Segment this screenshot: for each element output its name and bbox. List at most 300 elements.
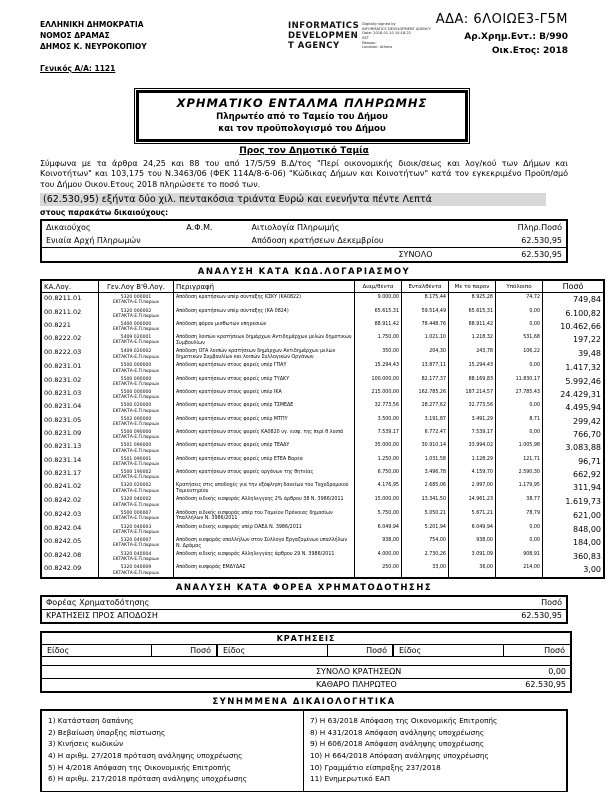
attachment-item: 8) Η 431/2018 Απόφαση ανάληψης υποχρέωσης [310,727,485,737]
row-description: Απόδοση ΟΓΑ λοιπών κρατήσεων δημάρχων Αντιδημάρχων μελών δημοτικών Συμβουλίων και λοιπών Συλλογικών Οργάνων [174,347,355,361]
ledger-number: 5501 090001 [120,456,152,462]
remaining-value: 0,00 [496,320,543,333]
row-description: Κρατήσεις στις αποδοχές για την εξόφληση δανείων του Ταχυδρομικού Ταμιευτηρίου [174,481,355,495]
row-description: Απόδοση ειδικής εισφοράς Αλληλεγγύης 2% άρθρου 38 Ν. 3986/2011 [174,495,355,508]
row-amount: 621,00 [543,509,605,523]
formed-value: 65.615,31 [355,307,402,320]
ledger-number: 5500 000000 [120,376,152,382]
row-description: Απόδοση εισφοράς ΕΜΔΥΔΑΣ [174,563,355,577]
attachments-box [40,709,568,792]
stamp-sig-line: Digitally signed by [362,22,396,26]
remaining-value: 214,00 [496,563,543,577]
remaining-value: 11.830,17 [496,375,543,388]
col-header-deduction-kind: Είδος [218,645,328,657]
deductions-title: ΚΡΑΤΗΣΕΙΣ [42,633,570,645]
col-header-ledger: Γεν.Λογ Β'θ.Λογ. [99,280,174,293]
col-header-deduction-amount: Ποσό [504,645,570,657]
ledger-code [99,536,174,550]
analysis-row [41,388,604,401]
with-current-value: 88.169,83 [449,375,496,388]
account-code: 00.8221 [44,320,71,329]
ledger-code [99,401,174,414]
ledger-number: 5320 020002 [120,483,152,489]
analysis-row [41,401,604,414]
remaining-value: 0,00 [496,401,543,414]
ledger-code [99,428,174,441]
remaining-value: 106,22 [496,347,543,361]
col-header-account-code: ΚΑ.Λογ. [41,280,99,293]
row-description: Απόδοση φόρου μισθωτών υπηρεσιών [174,320,355,333]
with-current-value: 8.925,28 [449,293,496,307]
remaining-value: 0,00 [496,307,543,320]
analysis-row [41,536,604,550]
funding-amount: 62.530,95 [521,611,562,621]
stamp-sig-line: Reason: [362,40,377,45]
row-amount: 3.083,88 [543,441,605,454]
account-code: 00.8211.02 [44,307,82,316]
row-amount: 6.100,82 [543,307,605,320]
attachment-item: 10) Γραμμάτιο είσπραξης 237/2018 [310,762,441,772]
with-current-value: 15.294,43 [449,361,496,374]
analysis-row [41,293,604,307]
row-amount: 299,42 [543,415,605,428]
remaining-value: 38,77 [496,495,543,508]
remaining-value: 1.005,98 [496,441,543,454]
remaining-value: 78,79 [496,509,543,523]
formed-value: 6.750,00 [355,468,402,481]
account-code: 00.8231.14 [44,455,82,464]
ordered-value: 5.201,94 [402,523,449,536]
beneficiary-header-row [41,220,567,234]
formed-value: 4.000,00 [355,550,402,563]
attachment-item: 3) Κινήσεις κωδικών [48,739,124,749]
ledger-number: 5320 000001 [120,295,152,301]
row-amount: 184,00 [543,536,605,550]
total-label: ΣΥΝΟΛΟ [248,248,463,263]
document-subtitle: Πληρωτέο από το Ταμείο του Δήμου [216,112,388,122]
account-code: 00.8222.02 [44,334,82,343]
ledger-code [99,550,174,563]
deductions-total-row [42,665,570,678]
remaining-value: 0,00 [496,361,543,374]
col-header-reason: Αιτιολογία Πληρωμής [251,223,340,233]
ledger-code [99,563,174,577]
net-payable-label: ΚΑΘΑΡΟ ΠΛΗΡΩΤΕΟ [316,680,397,690]
attachment-item: 2) Βεβαίωση ύπαρξης πίστωσης [48,727,166,737]
ledger-sub-label: ΕΚΤΑΚΤΑ-Ε.Π.παριων [112,530,160,536]
ledger-sub-label: ΕΚΤΑΚΤΑ-Ε.Π.παριων [112,300,160,306]
row-amount: 311,94 [543,481,605,495]
remaining-value: 0,00 [496,536,543,550]
analysis-row [41,481,604,495]
analysis-row [41,468,604,481]
account-code: 00.8242.05 [44,537,82,546]
ledger-number: 5320 040009 [120,565,152,571]
ledger-number: 5500 000000 [120,363,152,369]
ledger-sub-label: ΕΚΤΑΚΤΑ-Ε.Π.παριων [112,543,160,549]
beneficiary-total-row [41,248,567,263]
ordered-value: 3.191,87 [402,415,449,428]
account-code: 00.8231.09 [44,428,82,437]
payment-reason: Απόδοση κρατήσεων Δεκεμβρίου [251,236,384,246]
ordered-value: 2.685,06 [402,481,449,495]
formed-value: 100.000,00 [355,375,402,388]
document-number: Αρ.Χρημ.Εντ.: Β/990 [464,32,568,42]
account-code: 00.8231.05 [44,415,82,424]
col-header-ordered: Ενταλθέντα [402,280,449,293]
authority-line: ΝΟΜΟΣ ΔΡΑΜΑΣ [40,30,110,40]
analysis-row [41,509,604,523]
ordered-value: 59.514,49 [402,307,449,320]
beneficiaries-intro: στους παρακάτω δικαιούχους: [40,208,169,218]
attachments-left-column [42,711,304,791]
document-title-box [136,90,468,142]
remaining-value: 908,91 [496,550,543,563]
with-current-value: 5.671,21 [449,509,496,523]
ledger-number: 5500 190002 [120,470,152,476]
with-current-value: 938,00 [449,536,496,550]
account-code: 00.8231.04 [44,402,82,411]
analysis-row [41,320,604,333]
ledger-code [99,441,174,454]
formed-value: 7.539,17 [355,428,402,441]
ledger-code [99,455,174,468]
net-payable-row [42,678,570,691]
ledger-sub-label: ΕΚΤΑΚΤΑ-Ε.Π.παριων [112,448,160,454]
row-description: Απόδοση κρατήσεων στους φορείς οργάνων της θητείας [174,468,355,481]
ledger-number: 5320 000002 [120,308,152,314]
with-current-value: 1.128,29 [449,455,496,468]
ledger-code [99,347,174,361]
with-current-value: 88.911,42 [449,320,496,333]
header-reference-block [436,12,568,58]
account-code: 00.8231.01 [44,362,82,371]
ledger-code [99,293,174,307]
ledger-sub-label: ΕΚΤΑΚΤΑ-Ε.Π.παριων [112,502,160,508]
ledger-code [99,333,174,347]
attachments-right-column [304,711,566,791]
with-current-value: 32.773,56 [449,401,496,414]
ledger-sub-label: ΕΚΤΑΚΤΑ-Ε.Π.παριων [112,557,160,563]
account-code: 00.8242.03 [44,509,82,518]
row-amount: 3,00 [543,563,605,577]
account-code: 00.8231.03 [44,388,82,397]
ledger-code [99,468,174,481]
deductions-total-label: ΣΥΝΟΛΟ ΚΡΑΤΗΣΕΩΝ [316,667,402,677]
formed-value: 6.049,94 [355,523,402,536]
deductions-total-value: 0,00 [548,667,566,677]
row-amount: 766,70 [543,428,605,441]
ledger-sub-label: ΕΚΤΑΚΤΑ-Ε.Π.παριων [112,570,160,576]
remaining-value: 8,71 [496,415,543,428]
beneficiary-name: Ενιαία Αρχή Πληρωμών [46,236,141,246]
stamp-sig-line: Location: Athens [362,45,393,50]
with-current-value: 33.994,02 [449,441,496,454]
with-current-value: 1.218,32 [449,333,496,347]
analysis-row [41,428,604,441]
deductions-header-pair [394,645,570,657]
ledger-code [99,523,174,536]
account-code: 00.8241.02 [44,482,82,491]
row-description: Απόδοση κρατήσεων υπέρ σύνταξης ΚΣΚΥ (ΚΑ0822) [174,293,355,307]
ledger-code [99,388,174,401]
ordered-value: 78.448,76 [402,320,449,333]
col-header-amount: Πληρ.Ποσό [517,223,562,233]
attachment-item: 10) Η 664/2018 Απόφαση ανάληψης υποχρέωσης [310,750,489,760]
with-current-value: 3.091,09 [449,550,496,563]
with-current-value: 36,00 [449,563,496,577]
ledger-code [99,320,174,333]
ordered-value: 13.341,50 [402,495,449,508]
analysis-row [41,563,604,577]
stamp-sig-line: Date: 2018.01.10 10:18:22 [362,31,412,36]
formed-value: 35.000,00 [355,441,402,454]
remaining-value: 0,00 [496,523,543,536]
account-analysis-table [40,279,605,579]
col-header-remaining: Υπόλοιπο [496,280,543,293]
account-code: 00.8242.04 [44,523,82,532]
formed-value: 938,00 [355,536,402,550]
addressee-line: Προς τον Δημοτικό Ταμία [239,146,369,156]
ordered-value: 8.175,44 [402,293,449,307]
ordered-value: 204,30 [402,347,449,361]
remaining-value: 0,00 [496,428,543,441]
with-current-value: 2.997,00 [449,481,496,495]
beneficiary-table [40,219,568,263]
stamp-line: T AGENCY [288,40,340,51]
ordered-value: 5.050,21 [402,509,449,523]
ledger-number: 5409 020002 [120,349,152,355]
ledger-number: 5320 040003 [120,524,152,530]
row-description: Απόδοση κρατήσεων στους φορείς υπέρ ΤΣΜΕΔΕ [174,401,355,414]
remaining-value: 2.590,30 [496,468,543,481]
authority-line: ΕΛΛΗΝΙΚΗ ΔΗΜΟΚΡΑΤΙΑ [40,20,144,29]
ledger-sub-label: ΕΚΤΑΚΤΑ-Ε.Π.παριων [112,327,160,333]
attachment-item: 5) Η 4/2018 Απόφαση της Οικονομικής Επιτροπής [48,762,231,772]
col-header-funding-amount: Ποσό [468,596,567,610]
ordered-value: 30.910,14 [402,441,449,454]
ordered-value: 2.730,26 [402,550,449,563]
funding-table [40,595,568,624]
ordered-value: 6.772,47 [402,428,449,441]
col-header-funding-agency: Φορέας Χρηματοδότησης [41,596,468,610]
stamp-line: DEVELOPMEN [288,30,359,41]
funding-agency: ΚΡΑΤΗΣΕΙΣ ΠΡΟΣ ΑΠΟΔΟΣΗ [46,611,158,621]
stamp-sig-line: EET [362,36,369,41]
issuing-authority [40,20,147,53]
attachment-item: 11) Ενημερωτικό ΕΑΠ [310,774,391,784]
ledger-number: 5500 000000 [120,389,152,395]
net-payable-value: 62.530,95 [525,680,566,690]
col-header-beneficiary: Δικαιούχος [46,223,91,233]
analysis-section-title: ΑΝΑΛΥΣΗ ΚΑΤΑ ΚΩΔ.ΛΟΓΑΡΙΑΣΜΟΥ [197,267,411,278]
payment-amount: 62.530,95 [521,236,562,246]
total-value: 62.530,95 [463,248,568,263]
row-description: Απόδοση κρατήσεων στους φορείς υπέρ ΤΥΔΚΥ [174,375,355,388]
formed-value: 5.750,00 [355,509,402,523]
analysis-header-row [41,280,604,293]
beneficiary-row [41,234,567,248]
analysis-row [41,347,604,361]
row-description: Απόδοση κρατήσεων στους φορείς υπέρ ΤΕΑΔΥ [174,441,355,454]
ledger-number: 5500 090000 [120,429,152,435]
ledger-sub-label: ΕΚΤΑΚΤΑ-Ε.Π.παριων [112,461,160,467]
ordered-value: 13.877,11 [402,361,449,374]
formed-value: 3.500,00 [355,415,402,428]
with-current-value: 243,78 [449,347,496,361]
attachment-item: 4) Η αριθμ. 27/2018 πρόταση ανάληψης υποχρέωσης [48,750,243,760]
ledger-code [99,481,174,495]
ledger-sub-label: ΕΚΤΑΚΤΑ-Ε.Π.παριων [112,395,160,401]
ledger-number: 5400 000000 [120,321,152,327]
formed-value: 9.000,00 [355,293,402,307]
deductions-header-pair [218,645,394,657]
row-amount: 39,48 [543,347,605,361]
ledger-code [99,415,174,428]
row-description: Απόδοση κρατήσεων στους φορείς υπέρ ΙΚΑ [174,388,355,401]
col-header-amount: Ποσό [543,280,605,293]
ledger-number: 5500 020000 [120,403,152,409]
fiscal-year: Οικ.Ετος: 2018 [491,45,568,56]
analysis-row [41,415,604,428]
ledger-number: 5501 090000 [120,443,152,449]
document-subtitle: και τον προϋπολογισμό του Δήμου [218,124,386,134]
row-amount: 96,71 [543,455,605,468]
ordered-value: 162.785,26 [402,388,449,401]
with-current-value: 7.539,17 [449,428,496,441]
row-description: Απόδοση κρατήσεων στους φορείς υπέρ ΕΤΕΑ Βαρέα [174,455,355,468]
ordered-value: 1.031,58 [402,455,449,468]
row-amount: 848,00 [543,523,605,536]
with-current-value: 14.961,23 [449,495,496,508]
stamp-signature-details [362,22,432,51]
analysis-row [41,333,604,347]
row-amount: 1.417,32 [543,361,605,374]
row-amount: 5.992,46 [543,375,605,388]
row-amount: 4.495,94 [543,401,605,414]
ledger-sub-label: ΕΚΤΑΚΤΑ-Ε.Π.παριων [112,313,160,319]
deductions-header-pair [42,645,218,657]
account-code: 00.8242.09 [44,564,82,573]
account-code: 00.8242.08 [44,551,82,560]
deductions-empty-area [42,657,570,665]
ordered-value: 3.496,78 [402,468,449,481]
with-current-value: 3.491,29 [449,415,496,428]
row-description: Απόδοση λοιπών κρατήσεων δημάρχων Αντιδημάρχων μελών δημοτικών Συμβουλίων [174,333,355,347]
remaining-value: 74,72 [496,293,543,307]
document-header [40,12,568,90]
general-serial-number: Γενικός Α/Α: 1121 [40,64,116,73]
row-description: Απόδοση κρατήσεων στους φορείς υπέρ ΓΠΑΥ [174,361,355,374]
deductions-box [40,631,572,693]
formed-value: 15.000,00 [355,495,402,508]
formed-value: 1.750,00 [355,333,402,347]
formed-value: 350,00 [355,347,402,361]
funding-header-row [41,596,567,610]
col-header-description: Περιγραφή [174,280,355,293]
analysis-row [41,361,604,374]
funding-section-title: ΑΝΑΛΥΣΗ ΚΑΤΑ ΦΟΡΕΑ ΧΡΗΜΑΤΟΔΟΤΗΣΗΣ [175,582,433,593]
analysis-row [41,550,604,563]
ledger-number: 5320 040007 [120,538,152,544]
with-current-value: 187.214,57 [449,388,496,401]
account-code: 00.8231.13 [44,442,82,451]
ordered-value: 82.177,37 [402,375,449,388]
account-code: 00.8211.01 [44,294,82,303]
formed-value: 215.000,00 [355,388,402,401]
funding-row [41,609,567,623]
formed-value: 250,00 [355,563,402,577]
ledger-number: 5500 000007 [120,510,152,516]
analysis-row [41,307,604,320]
with-current-value: 65.615,31 [449,307,496,320]
with-current-value: 4.159,70 [449,468,496,481]
formed-value: 32.773,56 [355,401,402,414]
col-header-deduction-amount: Ποσό [152,645,218,657]
ledger-code [99,361,174,374]
ordered-value: 33,00 [402,563,449,577]
digital-signature-stamp [288,22,432,51]
ledger-sub-label: ΕΚΤΑΚΤΑ-Ε.Π.παριων [112,435,160,441]
ledger-number: 5320 040004 [120,552,152,558]
formed-value: 88.911,42 [355,320,402,333]
attachment-item: 7) Η 63/2018 Απόφαση της Οικονομικής Επιτροπής [310,715,498,725]
ordered-value: 754,00 [402,536,449,550]
row-amount: 749,84 [543,293,605,307]
account-code: 00.8222.03 [44,348,82,357]
ledger-number: 5409 020001 [120,335,152,341]
ledger-code [99,307,174,320]
row-amount: 197,22 [543,333,605,347]
formed-value: 4.176,95 [355,481,402,495]
ledger-sub-label: ΕΚΤΑΚΤΑ-Ε.Π.παριων [112,488,160,494]
analysis-row [41,495,604,508]
analysis-row [41,375,604,388]
account-code: 00.8231.17 [44,469,82,478]
formed-value: 1.250,00 [355,455,402,468]
analysis-row [41,441,604,454]
ledger-code [99,495,174,508]
ledger-sub-label: ΕΚΤΑΚΤΑ-Ε.Π.παριων [112,421,160,427]
ada-code: ΑΔΑ: 6ΛΟΙΩΕ3-Γ5Μ [435,12,568,27]
analysis-row [41,455,604,468]
account-code: 00.8231.02 [44,375,82,384]
authority-line: ΔΗΜΟΣ Κ. ΝΕΥΡΟΚΟΠΙΟΥ [40,41,147,51]
attachment-item: 1) Κατάσταση δαπάνης [48,715,134,725]
formed-value: 15.294,43 [355,361,402,374]
analysis-table-body [41,293,604,578]
row-description: Απόδοση κρατήσεων υπέρ σύνταξης (ΚΑ 0824) [174,307,355,320]
beneficiary-afm [182,234,247,248]
row-description: Απόδοση κρατήσεων στους φορείς ΚΑ0820 υγ. εισφ. της περί θ λοιπά [174,428,355,441]
row-amount: 24.429,31 [543,388,605,401]
row-amount: 10.462,66 [543,320,605,333]
row-amount: 662,92 [543,468,605,481]
amount-in-words: (62.530,95) εξήντα δύο χιλ. πεντακόσια τριάντα Ευρώ και ενενήντα πέντε Λεπτά [40,193,546,206]
attachment-item: 9) Η 606/2018 Απόφαση ανάληψης υποχρέωσης [310,739,485,749]
row-description: Απόδοση ειδικής εισφοράς υπέρ ΟΑΕΔ Ν. 3986/2011 [174,523,355,536]
ledger-sub-label: ΕΚΤΑΚΤΑ-Ε.Π.παριων [112,516,160,522]
remaining-value: 27.785,43 [496,388,543,401]
ledger-sub-label: ΕΚΤΑΚΤΑ-Ε.Π.παριων [112,475,160,481]
ledger-sub-label: ΕΚΤΑΚΤΑ-Ε.Π.παριων [112,408,160,414]
ledger-sub-label: ΕΚΤΑΚΤΑ-Ε.Π.παριων [112,340,160,346]
account-code: 00.8242.02 [44,496,82,505]
row-amount: 1.619,73 [543,495,605,508]
row-amount: 360,83 [543,550,605,563]
legal-basis-paragraph: Σύμφωνα με τα άρθρα 24,25 και 88 του από 17/5/59 Β.Δ/τος "Περί οικονομικής διοικ/σεως και λογ/κού των Δήμων και Κοινοτήτων" και 103,175 του Ν.3463/06 (ΦΕΚ 114Α/8-6-06) "Κώδικας Δήμων και Κοινοτήτων" κατά τον εγκεκριμένο Προϋπ/σμό του Δήμου Οικον.Ετους 2018 πληρώσετε το ποσό των. [40,159,568,189]
col-header-afm: Α.Φ.Μ. [186,223,213,233]
